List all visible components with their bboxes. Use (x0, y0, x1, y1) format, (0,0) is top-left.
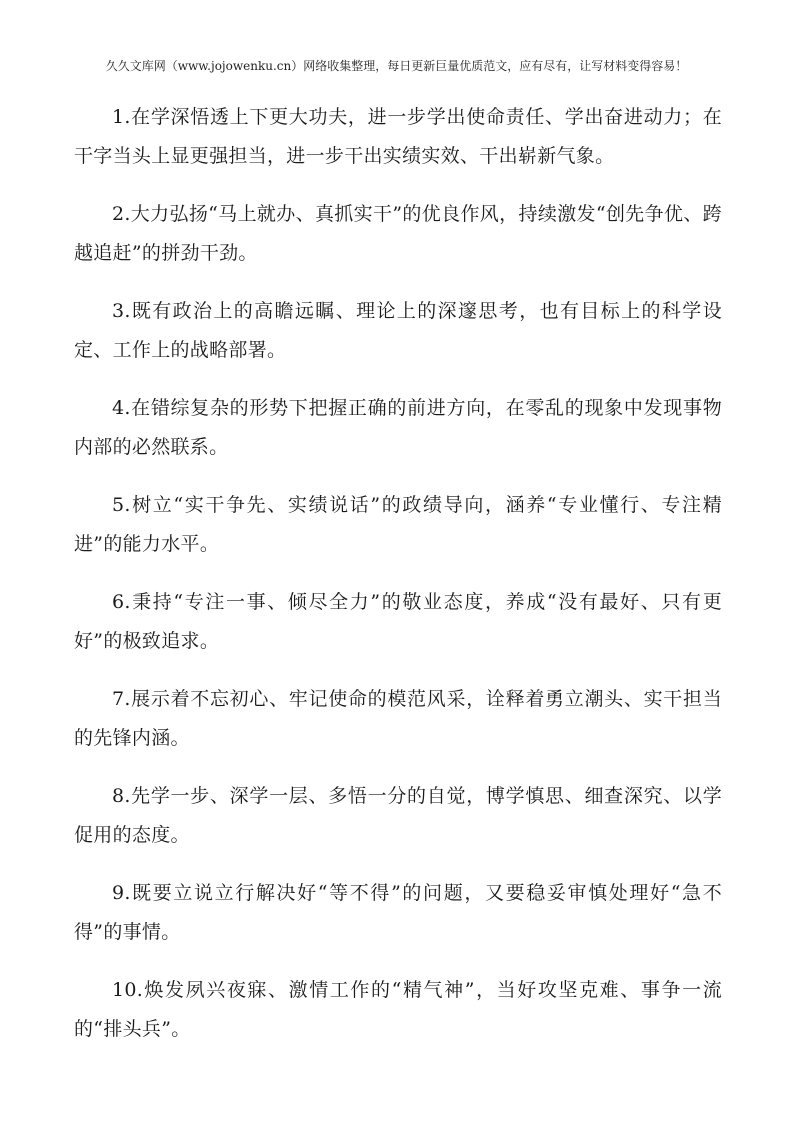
list-item: 1.在学深悟透上下更大功夫，进一步学出使命责任、学出奋进动力；在干字当头上显更强担当，进一步干出实绩实效、干出崭新气象。 (74, 106, 722, 167)
document-body (74, 98, 722, 1068)
list-item: 7.展示着不忘初心、牢记使命的模范风采，诠释着勇立潮头、实干担当的先锋内涵。 (74, 688, 722, 749)
list-item: 5.树立“实干争先、实绩说话”的政绩导向，涵养“专业懂行、专注精进”的能力水平。 (74, 494, 722, 555)
list-item: 10.焕发夙兴夜寐、激情工作的“精气神”，当好攻坚克难、事争一流的“排头兵”。 (74, 979, 722, 1040)
list-item: 6.秉持“专注一事、倾尽全力”的敬业态度，养成“没有最好、只有更好”的极致追求。 (74, 591, 722, 652)
list-item: 3.既有政治上的高瞻远瞩、理论上的深邃思考，也有目标上的科学设定、工作上的战略部署。 (74, 300, 722, 361)
list-item: 4.在错综复杂的形势下把握正确的前进方向，在零乱的现象中发现事物内部的必然联系。 (74, 397, 722, 458)
list-item: 8.先学一步、深学一层、多悟一分的自觉，博学慎思、细查深究、以学促用的态度。 (74, 785, 722, 846)
page-header-watermark: 久久文库网（www.jojowenku.cn）网络收集整理，每日更新巨量优质范文，应有尽有，让写材料变得容易！ (105, 59, 688, 73)
list-item: 9.既要立说立行解决好“等不得”的问题，又要稳妥审慎处理好“急不得”的事情。 (74, 882, 722, 943)
list-item: 2.大力弘扬“马上就办、真抓实干”的优良作风，持续激发“创先争优、跨越追赶”的拼劲干劲。 (74, 203, 722, 264)
